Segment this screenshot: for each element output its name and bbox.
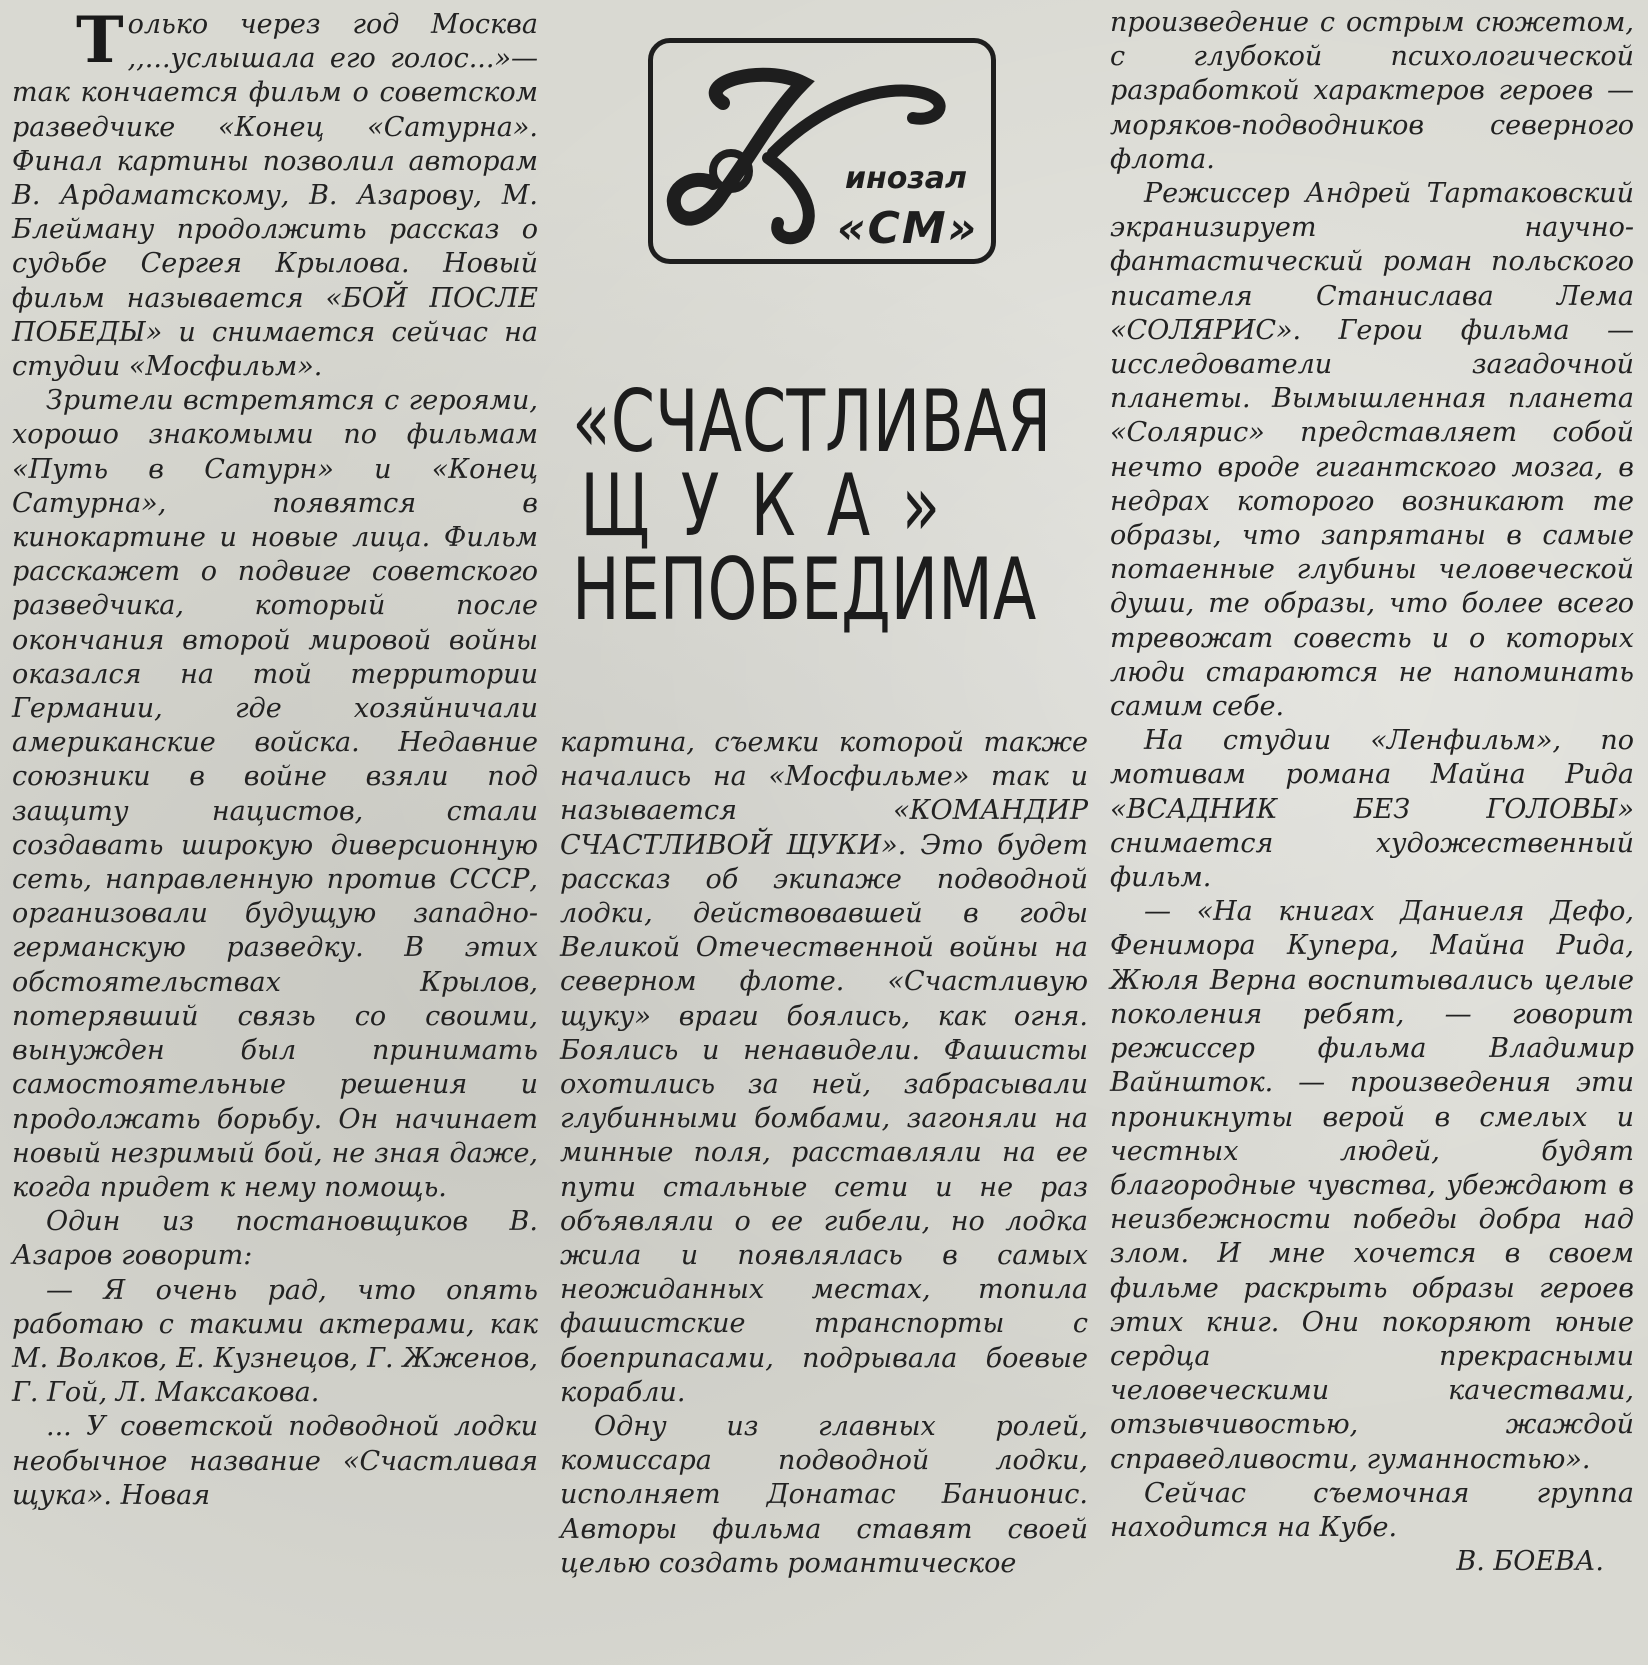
paragraph: Одну из главных ролей, комиссара подводной лодки, исполняет Донатас Банионис. Авторы фильма ставят своей целью создать романтическое xyxy=(560,1411,1088,1579)
headline-line-2: ЩУКА» xyxy=(580,456,972,556)
paragraph: произведение с острым сюжетом, с глубокой психологической разработкой характеров героев — моряков-подводников северного флота. xyxy=(1110,7,1634,175)
drop-cap: Т xyxy=(76,3,124,78)
paragraph: Режиссер Андрей Тартаковский экранизирует научно-фантастический роман польского писателя Станислава Лема «СОЛЯРИС». Герои фильма — исследователи загадочной планеты. Вымышленная планета «Солярис» представляет собой нечто вроде гигантского мозга, в недрах которого возникают те образы, что запрятаны в самые потаенные глубины человеческой души, те образы, что более всего тревожат совесть и о которых люди стараются не напоминать самим себе. xyxy=(1110,178,1634,723)
kinozal-logo xyxy=(648,38,996,264)
column-right xyxy=(1110,6,1634,1579)
paragraph: ... У советской подводной лодки необычное название «Счастливая щука». Новая xyxy=(12,1411,538,1511)
paragraph: Сейчас съемочная группа находится на Кубе. xyxy=(1110,1477,1634,1543)
paragraph-intro xyxy=(12,3,538,384)
logo-sm-text: «СМ» xyxy=(837,203,979,254)
paragraph: — Я очень рад, что опять работаю с такими актерами, как М. Волков, Е. Кузнецов, Г. Жженов, Г. Гой, Л. Максакова. xyxy=(12,1274,538,1409)
article-headline xyxy=(572,372,1082,640)
paragraph: — «На книгах Даниеля Дефо, Фенимора Купера, Майна Рида, Жюля Верна воспитывались целые поколения ребят, — говорит режиссер фильма Владимир Вайншток. — произведения эти проникнуты верой в смелых и честных людей, будят благородные чувства, убеждают в неизбежности победы добра над злом. И мне хочется в своем фильме раскрыть образы героев этих книг. Они покоряют юные сердца прекрасными человеческими качествами, отзывчивостью, жаждой справедливости, гуманностью». xyxy=(1110,896,1634,1475)
headline-line-3: НЕПОБЕДИМА xyxy=(572,540,1037,640)
paragraph-intro-text: олько через год Москва ,,...услышала его голос...»— так кончается фильм о советском разведчике «Конец «Сатурна». Финал картины позволил авторам В. Ардаматскому, В. Азарову, М. Блейману продолжить рассказ о судьбе Сергея Крылова. Новый фильм называется «БОЙ ПОСЛЕ ПОБЕДЫ» и снимается сейчас на студии «Мосфильм». xyxy=(12,9,538,383)
logo-script-text: инозал xyxy=(845,161,968,196)
paragraph: Зрители встретятся с героями, хорошо знакомыми по фильмам «Путь в Сатурн» и «Конец Сатурна», появятся в кинокартине и новые лица. Фильм расскажет о подвиге советского разведчика, который после окончания второй мировой войны оказался на той территории Германии, где хозяйничали американские войска. Недавние союзники в войне взяли под защиту нацистов, стали создавать широкую диверсионную сеть, направленную против СССР, организовали будущую западно-германскую разведку. В этих обстоятельствах Крылов, потерявший связь со своими, вынужден был принимать самостоятельные решения и продолжать борьбу. Он начинает новый незримый бой, не зная даже, когда придет к нему помощь. xyxy=(12,385,538,1203)
headline-line-1: «СЧАСТЛИВАЯ xyxy=(572,372,1052,472)
paragraph: На студии «Ленфильм», по мотивам романа Майна Рида «ВСАДНИК БЕЗ ГОЛОВЫ» снимается художественный фильм. xyxy=(1110,725,1634,894)
paragraph: Один из постановщиков В. Азаров говорит: xyxy=(12,1206,538,1272)
author-signature: В. БОЕВА. xyxy=(1456,1546,1604,1578)
column-middle xyxy=(560,726,1088,1581)
column-left xyxy=(12,3,538,1513)
paragraph: картина, съемки которой также начались на «Мосфильме» так и называется «КОМАНДИР СЧАСТЛИВОЙ ЩУКИ». Это будет рассказ об экипаже подводной лодки, действовавшей в годы Великой Отечественной войны на северном флоте. «Счастливую щуку» враги боялись, как огня. Боялись и ненавидели. Фашисты охотились за ней, забрасывали глубинными бомбами, загоняли на минные поля, расставляли на ее пути стальные сети и не раз объявляли о ее гибели, но лодка жила и появлялась в самых неожиданных местах, топила фашистские транспорты с боеприпасами, подрывала боевые корабли. xyxy=(560,727,1088,1408)
